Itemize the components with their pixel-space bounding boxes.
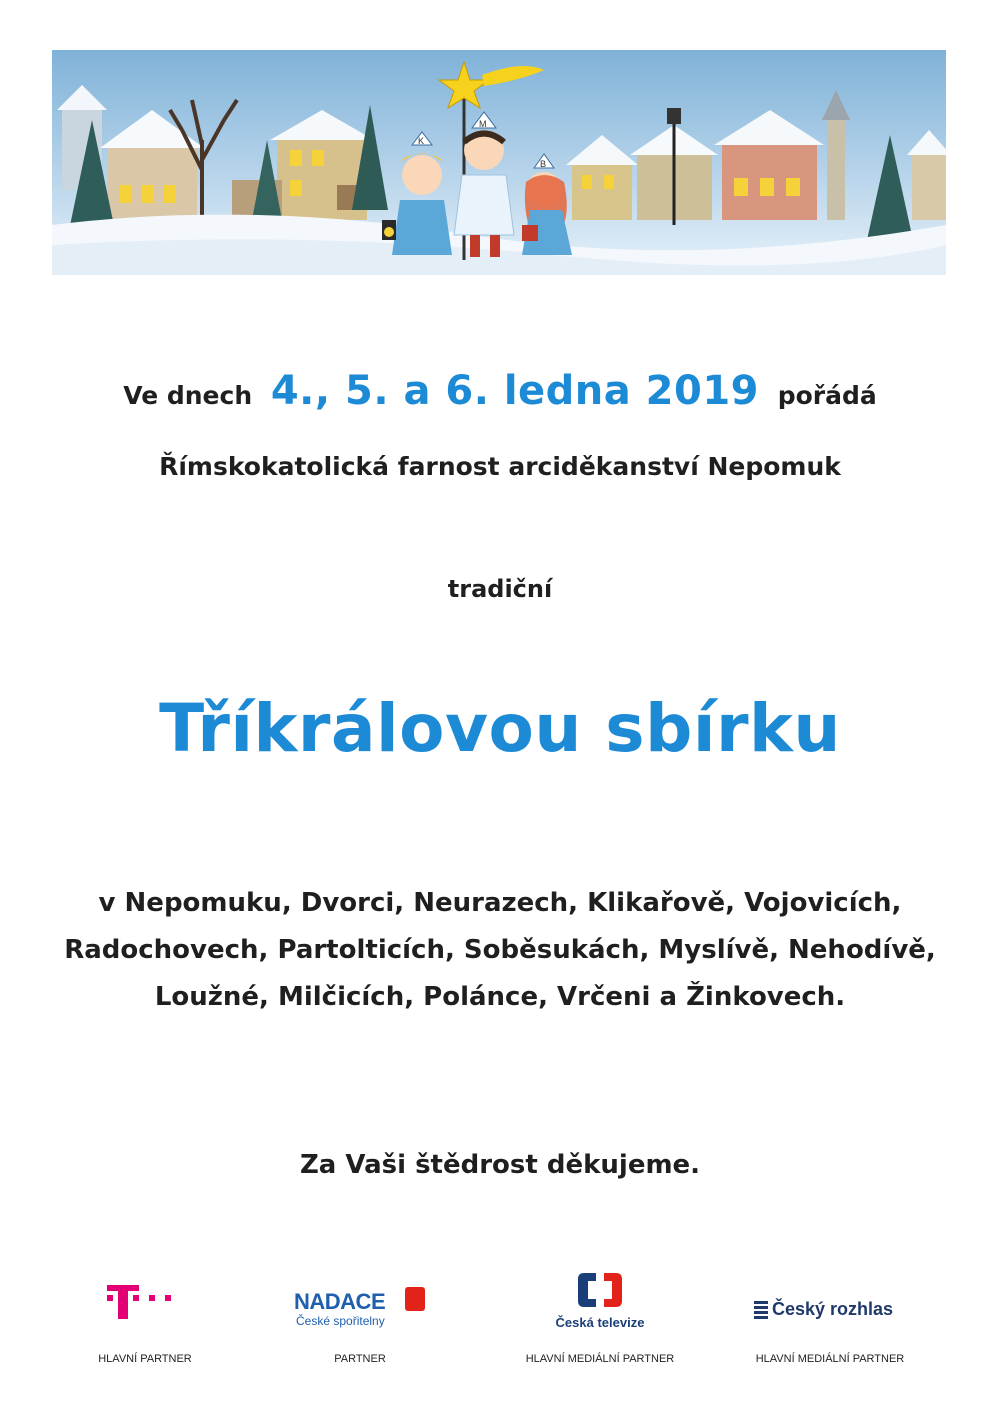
winter-village-illustration [52,50,946,275]
ct-symbol-icon [576,1269,624,1311]
partner-label: HLAVNÍ PARTNER [98,1353,192,1365]
event-title: Tříkrálovou sbírku [159,690,841,767]
telekom-t-icon [105,1283,185,1323]
partner-telekom [35,1265,255,1375]
event-dates: 4., 5. a 6. ledna 2019 [270,368,760,414]
svg-text:M: M [479,119,487,129]
banner-illustration [52,50,946,275]
svg-text:K: K [418,136,425,146]
traditional-label: tradiční [447,575,553,603]
places-list [60,880,940,1021]
nadace-ceske-sporitelny-logo [250,1265,470,1335]
telekom-logo [35,1265,255,1335]
partner-label: HLAVNÍ MEDIÁLNÍ PARTNER [755,1353,905,1365]
svg-text:B: B [540,159,547,169]
rozhlas-name: Český rozhlas [772,1299,894,1319]
ceska-televize-logo [490,1265,710,1335]
nadace-sub: České spořitelny [296,1314,385,1328]
organizer: Římskokatolická farnost arciděkanství Nepomuk [159,452,841,481]
partners-bar [0,1265,1000,1385]
partner-nadace [250,1265,470,1375]
ct-name: Česká televize [555,1315,645,1330]
partner-label: PARTNER [334,1353,386,1365]
partner-cesky-rozhlas [720,1265,940,1375]
places-line: Loužné, Milčicích, Polánce, Vrčeni a Žinkovech. [154,982,846,1012]
thanks-message: Za Vaši štědrost děkujeme. [299,1150,701,1180]
partner-ceska-televize [490,1265,710,1375]
rozhlas-bars-icon [754,1301,768,1319]
intro-suffix: pořádá [777,381,877,410]
places-line: v Nepomuku, Dvorci, Neurazech, Klikařově, Vojovicích, [98,888,902,918]
partner-label: HLAVNÍ MEDIÁLNÍ PARTNER [525,1353,675,1365]
cesky-rozhlas-logo [720,1265,940,1335]
sporitelna-icon [405,1287,425,1311]
intro-line [0,368,1000,414]
places-line: Radochovech, Partolticích, Soběsukách, Myslívě, Nehodívě, [64,935,936,965]
nadace-name: NADACE [294,1289,386,1314]
intro-prefix: Ve dnech [123,381,253,410]
